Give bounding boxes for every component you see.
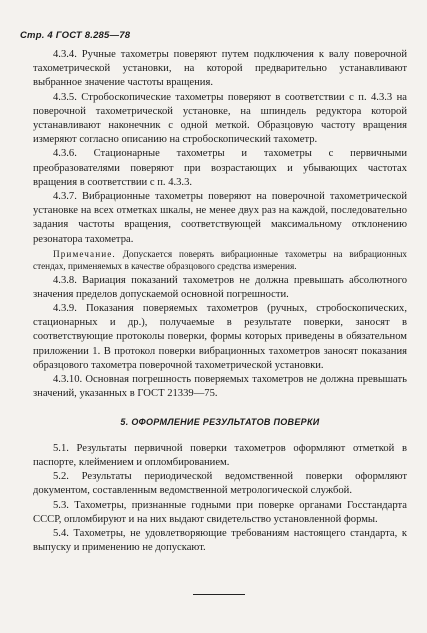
page-header: Стр. 4 ГОСТ 8.285—78	[20, 30, 131, 41]
paragraph-5-3: 5.3. Тахометры, признанные годными при поверке органами Госстандарта СССР, опломбируют и на них выдают свидетельство установленной формы.	[33, 499, 407, 525]
paragraph-4-3-10: 4.3.10. Основная погрешность поверяемых тахометров не должна превышать значений, указанных в ГОСТ 21339—75.	[33, 374, 407, 400]
paragraph-5-1: 5.1. Результаты первичной поверки тахометров оформляют отметкой в паспорте, клеймением и опломбированием.	[33, 442, 407, 468]
end-rule	[193, 594, 245, 595]
paragraph-4-3-6: 4.3.6. Стационарные тахометры и тахометры с первичными преобразователями поверяют при возрастающих и убывающих частотах вращения в соответствии с п. 4.3.3.	[33, 148, 407, 188]
note-text: Допускается поверять вибрационные тахометры на вибрационных стендах, применяемых в качестве образцового средства измерения.	[33, 248, 407, 272]
paragraph-4-3-9: 4.3.9. Показания поверяемых тахометров (ручных, стробоскопических, стационарных и др.), получаемые в результате поверки, заносят в соответствующие протоколы поверки, формы которых приведены в обязательном приложении 1. В протокол поверки вибрационных тахометров заносят показания образцового тахометра поверочной тахометрической установки.	[33, 303, 407, 371]
paragraph-5-4: 5.4. Тахометры, не удовлетворяющие требованиям настоящего стандарта, к выпуску и применению не допускают.	[33, 527, 407, 554]
paragraph-4-3-5: 4.3.5. Стробоскопические тахометры поверяют в соответствии с п. 4.3.3 на поверочной тахометрической установке, на шпиндель редуктора которой устанавливают наконечник с одной меткой. Образцовую частоту вращения измеряют согласно описанию на стробоскопический тахометр.	[33, 91, 407, 146]
paragraph-4-3-7: 4.3.7. Вибрационные тахометры поверяют на поверочной тахометрической установке на всех отметках шкалы, не менее двух раз на каждой, последовательно задания частоты вращения, соответствующей максимальному отклонению резонатора тахометра.	[33, 191, 407, 245]
page-body	[33, 48, 407, 555]
note	[33, 248, 407, 273]
paragraph-4-3-8: 4.3.8. Вариация показаний тахометров не должна превышать абсолютного значения пределов допускаемой основной погрешности.	[33, 274, 407, 300]
section-title: 5. ОФОРМЛЕНИЕ РЕЗУЛЬТАТОВ ПОВЕРКИ	[120, 417, 320, 428]
paragraph-5-2: 5.2. Результаты периодической ведомственной поверки оформляют документом, составленным ведомственной метрологической службой.	[33, 471, 407, 497]
paragraph-4-3-4: 4.3.4. Ручные тахометры поверяют путем подключения к валу поверочной тахометрической установки, на которой предварительно устанавливают выбранное значение частоты вращения.	[33, 49, 407, 89]
note-lead: Примечание.	[53, 248, 116, 259]
